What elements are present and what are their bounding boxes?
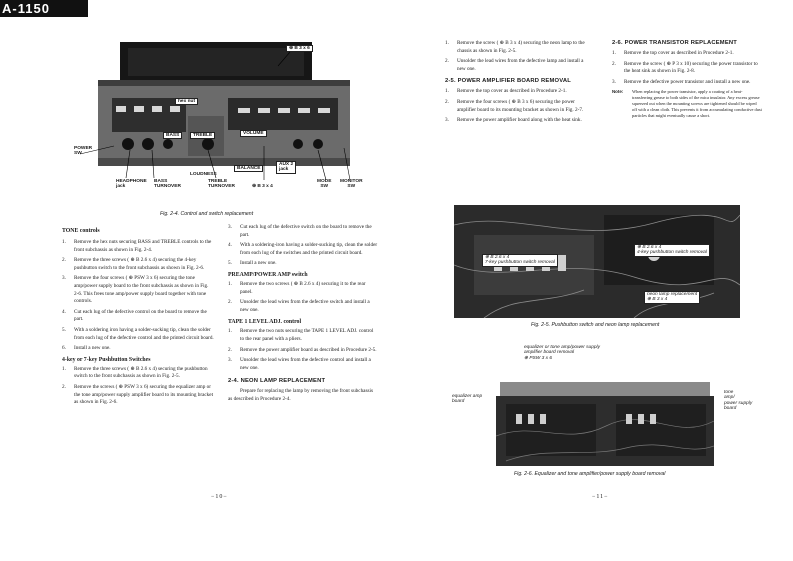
step-number: 3. [445, 117, 449, 124]
label-bass: BASS [163, 132, 182, 139]
tone-steps [62, 239, 214, 353]
procedure-step [62, 309, 214, 324]
transistor-steps [612, 50, 762, 86]
step-text: Remove the defective power transistor and install a new one. [624, 78, 751, 85]
step-text: Remove the power amplifier board as described in Procedure 2-5. [240, 346, 377, 353]
step-text: Remove the three screws ( ⊕ B 2.6 x 4) securing the pushbutton switch to the front subchassis as shown in Fig. 2-5. [74, 365, 208, 380]
fig-2-5-caption: Fig. 2-5. Pushbutton switch and neon lamp replacement [531, 322, 660, 328]
step-text: Unsolder the lead wires from the defective control and install a new one. [240, 357, 371, 371]
procedure-step [228, 347, 378, 355]
procedure-step [612, 50, 762, 58]
step-number: 1. [445, 88, 449, 95]
label-screw-top: ⊕ B 3 x 6 [286, 45, 313, 52]
fig-2-4-caption: Fig. 2-4. Control and switch replacement [160, 211, 254, 217]
step-number: 1. [445, 40, 449, 46]
key-steps [62, 366, 214, 407]
label-hex-nut: hex nut [175, 98, 198, 105]
label-monitor-sw: MONITOR SW [340, 179, 363, 190]
step-text: Remove the top cover as described in Procedure 2-1. [624, 50, 734, 56]
step-text: Install a new one. [74, 345, 111, 352]
procedure-step [62, 366, 214, 381]
step-text: Remove the three screws ( ⊕ B 2.6 x 4) securing the 4-key pushbutton switch to the front subchassis as shown in Fig. 2-6. [74, 257, 205, 271]
label-mode-sw: MODE SW [317, 179, 332, 190]
step-number: 2. [445, 98, 449, 105]
step-text: Remove the screw ( ⊕ P 3 x 10) securing the power transistor to the heat sink as shown in Fig. 2-8. [624, 60, 758, 75]
preamp-steps [228, 281, 378, 314]
step-text: Remove the screw ( ⊕ B 3 x 4) securing the neon lamp to the chassis as shown in Fig. 2-5. [457, 40, 585, 54]
step-number: 3. [228, 357, 232, 364]
step-number: 2. [228, 299, 232, 306]
step-number: 3. [612, 78, 616, 85]
fig-2-5-label-7key: ⊕ B 2.6 x 4 7-key pushbutton switch removal [482, 254, 558, 267]
step-number: 2. [62, 257, 66, 264]
step-text: Remove the top cover as described in Procedure 2-1. [457, 88, 567, 95]
step-number: 5. [228, 260, 232, 267]
middle-top-steps [228, 224, 378, 268]
label-loudness: LOUDNESS [190, 172, 217, 177]
key-heading: 4-key or 7-key Pushbutton Switches [62, 356, 151, 363]
procedure-step [612, 61, 762, 76]
fig-2-5-label-4key: ⊕ B 2.6 x 4 4-key pushbutton switch removal [634, 244, 710, 257]
fig-2-6-label-left: equalizer amp board [452, 394, 483, 405]
neon-heading: 2-4. NEON LAMP REPLACEMENT [228, 378, 326, 385]
step-number: 2. [62, 383, 66, 390]
step-text: Remove the screws ( ⊕ PSW 3 x 6) securing the equalizer amp or the tone amp/power supply amplifier board to its mounting bracket as shown in Fig. 2-6. [74, 383, 214, 406]
step-number: 1. [62, 239, 66, 245]
fig-2-4-illustration [68, 28, 368, 208]
fig-2-5-label-neon: neon lamp replacement ⊕ B 3 x 4 [644, 291, 700, 304]
transistor-heading: 2-6. POWER TRANSISTOR REPLACEMENT [612, 40, 738, 46]
tone-heading: TONE controls [62, 228, 100, 234]
procedure-step [62, 345, 214, 353]
note-text: When replacing the power transistor, apply a coating of a heat-transferring grease to both sides of the mica insulator. Any excess grease squeezed out when the mounting screws are tightened should be wiped off with a clean cloth. This prevents it from accumulating conductive dust particles that might eventually cause a short. [632, 89, 762, 119]
procedure-step [62, 327, 214, 342]
label-headphone: HEADPHONE jack [116, 179, 147, 190]
tape-heading: TAPE 1 LEVEL ADJ. control [228, 319, 302, 326]
transistor-note [612, 89, 762, 119]
step-text: Unsolder the lead wires from the defective switch and install a new one. [240, 299, 370, 313]
model-tag: A-1150 [0, 0, 88, 17]
procedure-step [228, 260, 378, 268]
power-amp-steps [445, 88, 593, 124]
procedure-step [612, 79, 762, 87]
step-number: 6. [62, 345, 66, 352]
step-number: 1. [228, 280, 232, 287]
step-number: 1. [62, 365, 66, 372]
right-text-column-a [445, 40, 593, 128]
fig-2-6-texture [496, 376, 714, 466]
step-number: 2. [228, 346, 232, 353]
procedure-step [62, 257, 214, 272]
step-text: Remove the two screws ( ⊕ B 2.6 x 4) securing it to the rear panel. [240, 280, 366, 295]
procedure-step [445, 40, 593, 55]
step-number: 2. [445, 58, 449, 65]
label-volume: VOLUME [240, 130, 267, 137]
middle-column [228, 224, 378, 404]
procedure-step [62, 384, 214, 407]
procedure-step [228, 242, 378, 257]
procedure-step [445, 88, 593, 96]
label-power-sw: POWER SW [74, 146, 93, 157]
fig-2-5-photo [454, 205, 740, 318]
fig-2-6-photo [496, 376, 714, 466]
step-text: With a soldering-iron having a solder-sucking tip, clean the solder from each lug of the switches and the printed circuit board. [240, 242, 378, 256]
step-text: Remove the power amplifier board along with the heat sink. [457, 117, 582, 124]
neon-paragraph: Prepare for replacing the lamp by removing the front subchassis as described in Procedure 2-4. [228, 388, 373, 402]
step-text: With a soldering iron having a solder-sucking tip, clean the solder from each lug of the defective control and the printed circuit board. [74, 326, 214, 341]
procedure-step [445, 117, 593, 125]
fig-2-6-caption: Fig. 2-6. Equalizer and tone amplifier/power supply board removal [514, 471, 666, 477]
procedure-step [62, 275, 214, 305]
label-treble-turnover: TREBLE TURNOVER [208, 179, 235, 190]
fig-2-6-label-top: equalizer or tone amp/power supply amplifier board removal ⊕ PSW 3 x 6 [524, 345, 600, 361]
label-treble: TREBLE [190, 132, 215, 139]
step-text: Remove the four screws ( ⊕ PSW 3 x 6) securing the tone amp/power supply board to the front subchassis as shown in Fig. 2-6. This frees tone amp/power supply board together with tone controls. [74, 275, 209, 305]
step-number: 4. [228, 242, 232, 249]
step-number: 1. [612, 50, 616, 56]
step-number: 3. [62, 275, 66, 282]
step-text: Remove the four screws ( ⊕ B 3 x 6) securing the power amplifier board to its mounting bracket as shown in Fig. 2-7. [457, 98, 584, 113]
step-number: 5. [62, 326, 66, 333]
preamp-heading: PREAMP/POWER AMP switch [228, 271, 308, 278]
power-amp-heading: 2-5. POWER AMPLIFIER BOARD REMOVAL [445, 78, 571, 85]
procedure-step [228, 281, 378, 296]
procedure-step [228, 224, 378, 239]
step-text: Install a new one. [240, 260, 277, 267]
step-text: Unsolder the lead wires from the defective lamp and install a new one. [457, 58, 584, 72]
fig-2-6-label-right: tone amp/ power supply board [724, 390, 753, 412]
step-text: Remove the hex nuts securing BASS and TREBLE controls to the front subchassis as shown in Fig. 2-4. [74, 239, 212, 253]
step-text: Cut each lug of the defective switch on the board to remove the part. [240, 224, 372, 238]
step-number: 4. [62, 308, 66, 315]
note-label: Note: [612, 89, 624, 95]
step-number: 3. [228, 224, 232, 230]
procedure-step [228, 328, 378, 343]
right-top-steps [445, 40, 593, 73]
label-bass-turnover: BASS TURNOVER [154, 179, 181, 190]
step-number: 1. [228, 328, 232, 335]
label-screw-bottom: ⊕ B 3 x 4 [252, 184, 273, 189]
step-number: 2. [612, 60, 616, 67]
tape-steps [228, 328, 378, 372]
procedure-step [445, 58, 593, 73]
procedure-step [228, 299, 378, 314]
procedure-step [62, 239, 214, 254]
label-aux: AUX 2 jack [276, 161, 296, 174]
step-text: Cut each lug of the defective control on the board to remove the part. [74, 308, 207, 323]
procedure-step [445, 99, 593, 114]
procedure-step [228, 357, 378, 372]
left-column [62, 228, 214, 410]
step-text: Remove the two nuts securing the TAPE 1 LEVEL ADJ. control to the rear panel with a pliers. [240, 328, 374, 342]
page-number-left: −10− [211, 494, 228, 500]
right-text-column-b [612, 40, 762, 119]
label-balance: BALANCE [234, 165, 263, 172]
page-number-right: −11− [592, 494, 609, 500]
